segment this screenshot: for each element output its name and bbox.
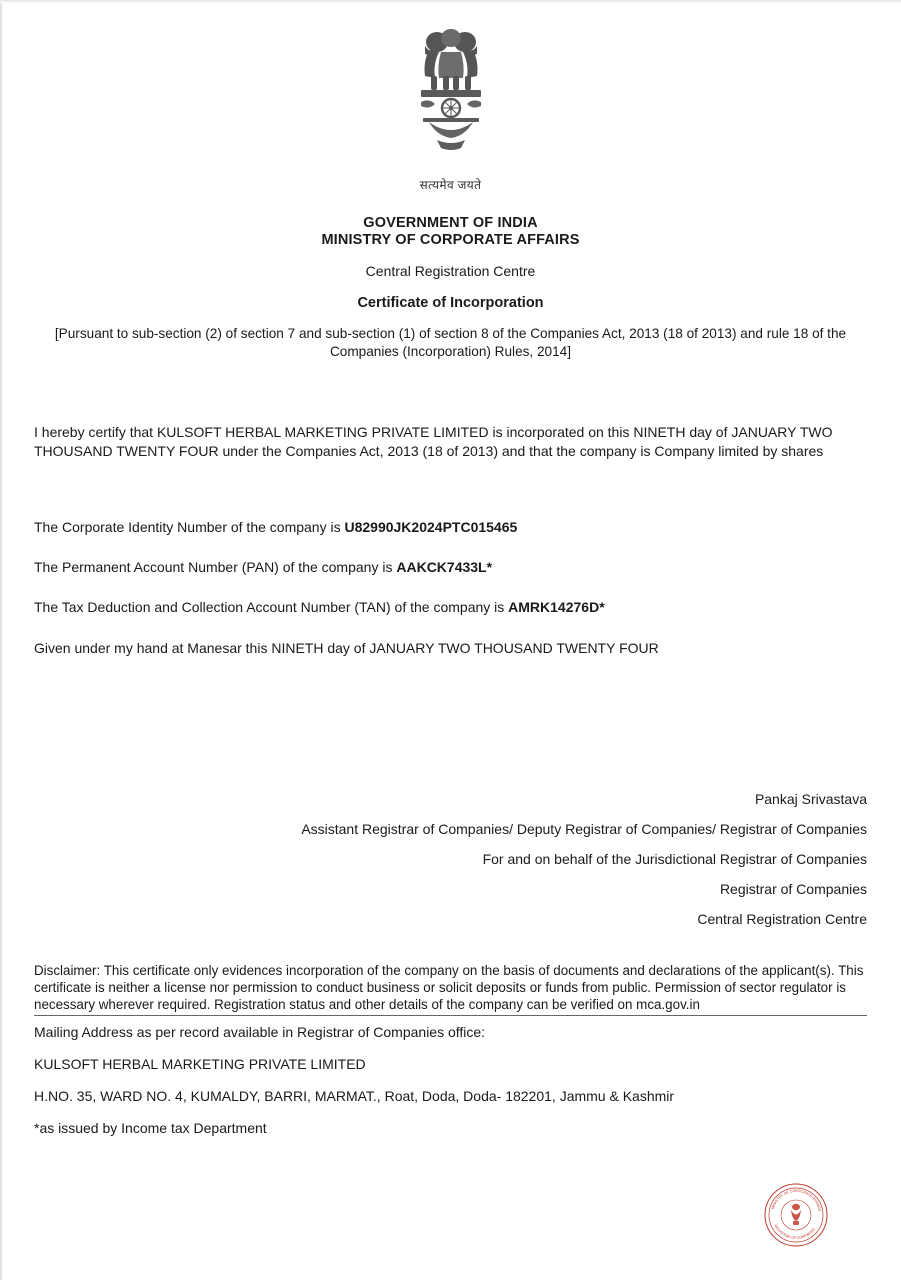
page-title: Certificate of Incorporation (357, 295, 544, 311)
disclaimer-text: Disclaimer: This certificate only evidences incorporation of the company on the basis of documents and declarations of the applicant(s). This certificate is neither a license nor permission to conduct business or solicit deposits or funds from public. Permission of sector regulator is necessary wherever required. Registration status and other details of the company can be verified on mca.gov.in (34, 962, 867, 1016)
pan-value: AAKCK7433L* (396, 559, 493, 575)
cin-label: The Corporate Identity Number of the company is (34, 519, 341, 535)
signature-block (34, 784, 867, 934)
seal-bottom-text: REGISTRAR OF COMPANIES (773, 1223, 817, 1241)
central-registration-centre-line: Central Registration Centre (365, 263, 536, 279)
tan-value: AMRK14276D* (508, 599, 605, 615)
government-heading (34, 215, 867, 249)
seal-top-text: MINISTRY OF CORPORATE AFFAIRS (770, 1188, 822, 1212)
signatory-office: Registrar of Companies (719, 881, 867, 897)
emblem-motto: सत्यमेव जयते (419, 178, 482, 192)
tan-label: The Tax Deduction and Collection Account Number (TAN) of the company is (34, 599, 505, 615)
pan-line (34, 558, 867, 576)
income-tax-footnote: *as issued by Income tax Department (34, 1120, 267, 1136)
india-state-emblem-icon (403, 22, 499, 170)
signatory-name: Pankaj Srivastava (754, 791, 867, 807)
page-edge-shadow-top (0, 0, 901, 3)
mailing-address-value: H.NO. 35, WARD NO. 4, KUMALDY, BARRI, MARMAT., Roat, Doda, Doda- 182201, Jammu & Kashmir (34, 1088, 675, 1104)
signatory-on-behalf: For and on behalf of the Jurisdictional Registrar of Companies (482, 851, 867, 867)
ministry-seal-icon (763, 1182, 829, 1248)
mailing-company-name: KULSOFT HERBAL MARKETING PRIVATE LIMITED (34, 1056, 366, 1072)
given-under-hand-line: Given under my hand at Manesar this NINETH day of JANUARY TWO THOUSAND TWENTY FOUR (34, 640, 659, 656)
cin-value: U82990JK2024PTC015465 (344, 519, 518, 535)
mailing-address-heading: Mailing Address as per record available in Registrar of Companies office: (34, 1024, 486, 1040)
identifier-block (34, 518, 867, 616)
page-edge-shadow-left (0, 0, 3, 1280)
certification-paragraph: I hereby certify that KULSOFT HERBAL MARKETING PRIVATE LIMITED is incorporated on this NINETH day of JANUARY TWO THOUSAND TWENTY FOUR under the Companies Act, 2013 (18 of 2013) and that the company is Company limited by shares (34, 424, 833, 459)
emblem-container (34, 0, 867, 193)
ministry-line: MINISTRY OF CORPORATE AFFAIRS (321, 232, 580, 248)
cin-line (34, 518, 867, 536)
pan-label: The Permanent Account Number (PAN) of the company is (34, 559, 393, 575)
government-of-india-line: GOVERNMENT OF INDIA (363, 215, 538, 231)
tan-line (34, 598, 867, 616)
signatory-centre: Central Registration Centre (697, 911, 867, 927)
pursuant-text: [Pursuant to sub-section (2) of section 7 and sub-section (1) of section 8 of the Companies Act, 2013 (18 of 2013) and rule 18 of the Companies (Incorporation) Rules, 2014] (54, 326, 847, 359)
signatory-designation: Assistant Registrar of Companies/ Deputy Registrar of Companies/ Registrar of Companies (301, 821, 867, 837)
